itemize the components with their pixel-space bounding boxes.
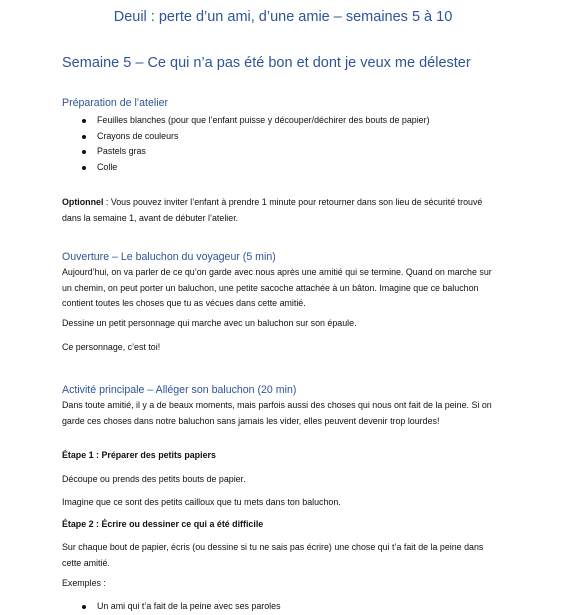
optional-label: Optionnel [62, 197, 104, 207]
examples-label: Exemples : [62, 578, 106, 588]
prep-heading: Préparation de l’atelier [62, 97, 168, 109]
list-item: Un ami qui t’a fait de la peine avec ses paroles [62, 599, 281, 615]
step1-paragraph: Imagine que ce sont des petits cailloux que tu mets dans ton baluchon. [62, 497, 341, 507]
examples-list [62, 599, 281, 615]
step2-paragraph: Sur chaque bout de papier, écris (ou dessine si tu ne sais pas écrire) une chose qui t’a fait de la peine dans cette amitié. [62, 542, 484, 568]
opening-paragraph: Aujourd’hui, on va parler de ce qu’on garde avec nous après une amitié qui se termine. Quand on marche sur un chemin, on peut porter un baluchon, une petite sacoche attachée à un bâton. Imagine que ce baluchon contient toutes les choses que tu as vécues dans cette amitié. [62, 267, 492, 308]
bullet-icon [82, 119, 86, 123]
document-title: Deuil : perte d’un ami, d’une amie – semaines 5 à 10 [113, 9, 453, 25]
list-item: Pastels gras [62, 144, 430, 160]
bullet-icon [82, 150, 86, 154]
opening-paragraph: Dessine un petit personnage qui marche avec un baluchon sur son épaule. [62, 318, 357, 328]
list-item: Crayons de couleurs [62, 129, 430, 145]
step1-label: Étape 1 : Préparer des petits papiers [62, 450, 216, 460]
list-item: Feuilles blanches (pour que l’enfant puisse y découper/déchirer des bouts de papier) [62, 113, 430, 129]
week-title: Semaine 5 – Ce qui n’a pas été bon et dont je veux me délester [62, 55, 471, 71]
bullet-icon [82, 135, 86, 139]
main-heading: Activité principale – Alléger son baluchon (20 min) [62, 384, 297, 396]
step1-paragraph: Découpe ou prends des petits bouts de papier. [62, 474, 246, 484]
optional-paragraph [62, 195, 502, 226]
list-item: Colle [62, 160, 430, 176]
bullet-icon [82, 605, 86, 609]
opening-heading: Ouverture – Le baluchon du voyageur (5 min) [62, 251, 276, 263]
opening-paragraph: Ce personnage, c’est toi! [62, 342, 161, 352]
main-intro: Dans toute amitié, il y a de beaux moments, mais parfois aussi des choses qui nous ont fait de la peine. Si on garde ces choses dans notre baluchon sans jamais les vider, elles peuvent devenir trop lourdes! [62, 400, 492, 426]
step2-label: Étape 2 : Écrire ou dessiner ce qui a été difficile [62, 519, 264, 529]
prep-list [62, 113, 430, 175]
optional-text: : Vous pouvez inviter l’enfant à prendre 1 minute pour retourner dans son lieu de sécurité trouvé dans la semaine 1, avant de débuter l’atelier. [62, 197, 483, 223]
bullet-icon [82, 166, 86, 170]
